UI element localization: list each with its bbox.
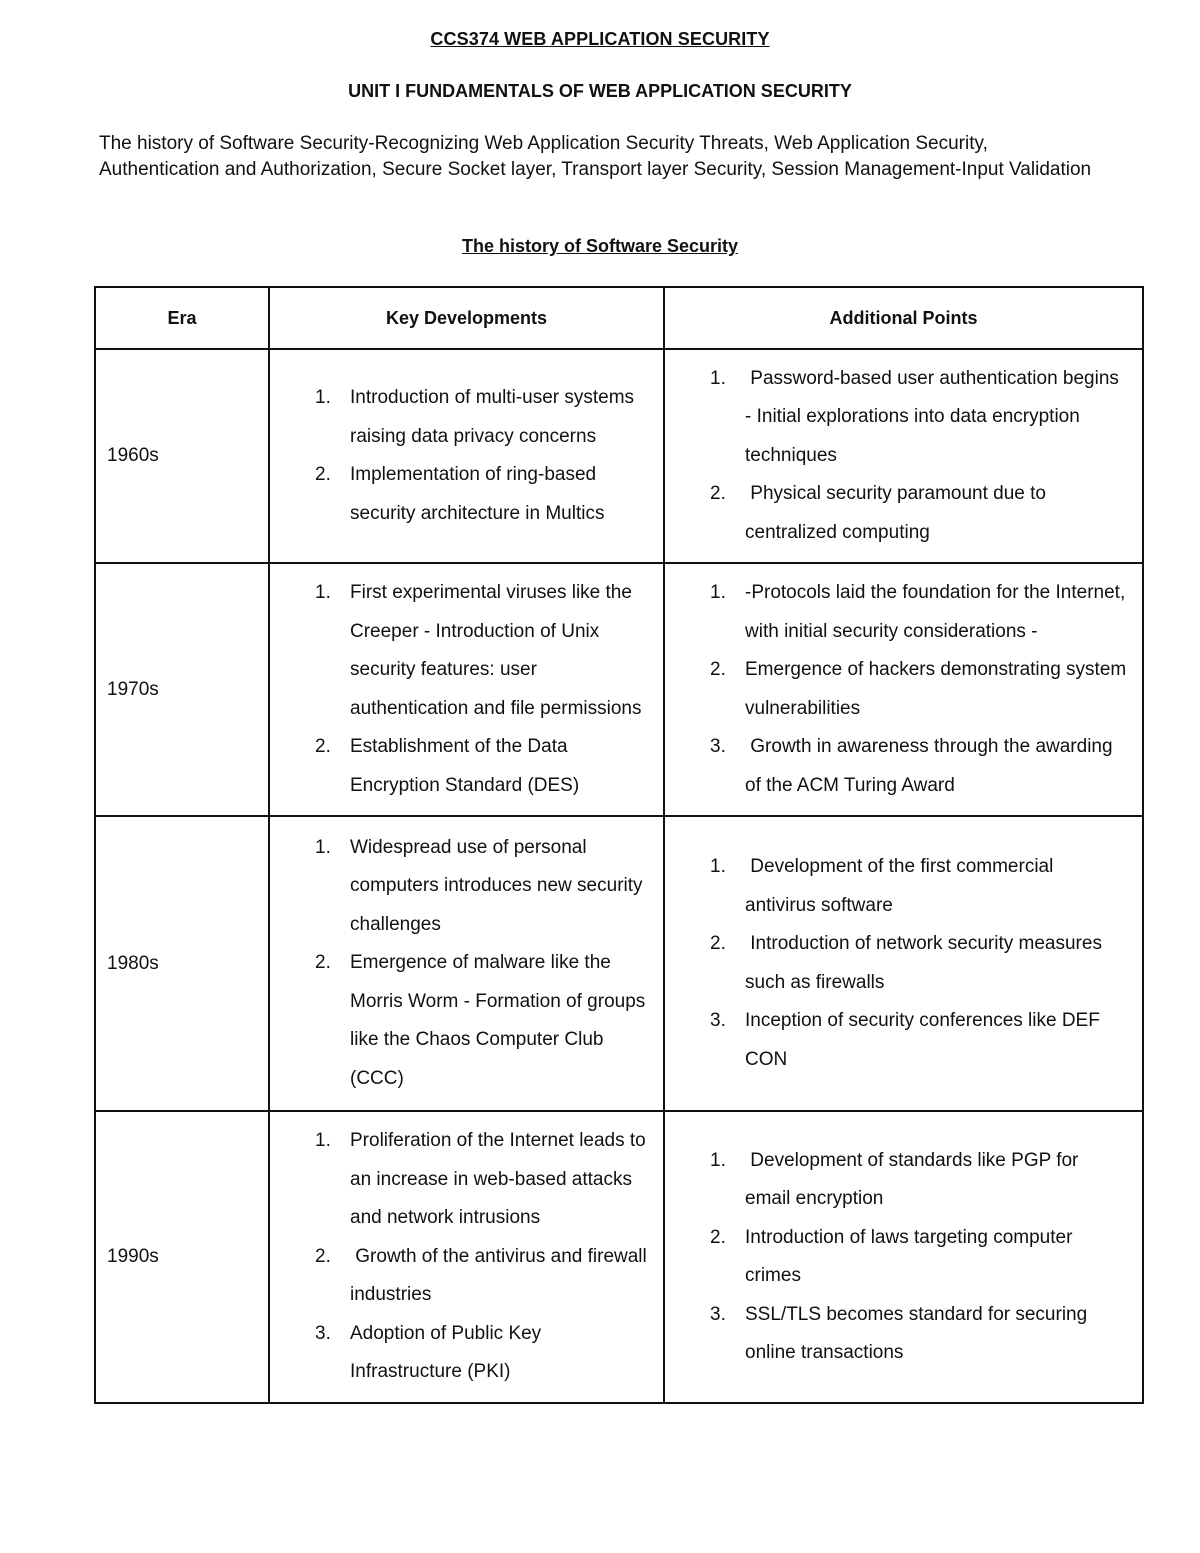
list-item [270, 1238, 663, 1315]
list-item-number: 1. [710, 582, 726, 603]
numbered-list [270, 829, 663, 1099]
list-item-number: 2. [315, 464, 331, 485]
list-item-number: 1. [315, 1130, 331, 1152]
list-item-number: 3. [710, 1010, 726, 1031]
table-row [95, 816, 1143, 1111]
list-item [665, 728, 1142, 805]
header-additional-points: Additional Points [664, 287, 1143, 349]
list-item-text: Development of standards like PGP for email encryption [745, 1149, 1084, 1209]
list-item-text: Proliferation of the Internet leads to an increase in web-based attacks and network intrusions [350, 1130, 652, 1229]
list-item [270, 829, 663, 945]
history-table [94, 286, 1144, 1404]
numbered-list [270, 379, 663, 533]
numbered-list [665, 574, 1142, 805]
list-item-number: 1. [315, 836, 331, 858]
table-row [95, 349, 1143, 563]
list-item [665, 475, 1142, 552]
list-item-text: Physical security paramount due to centralized computing [745, 483, 1052, 543]
list-item [665, 1296, 1142, 1373]
list-item [665, 925, 1142, 1002]
key-developments-cell [269, 1111, 664, 1403]
list-item [665, 651, 1142, 728]
list-item [665, 848, 1142, 925]
era-cell: 1980s [95, 816, 269, 1111]
list-item-text: Implementation of ring-based security architecture in Multics [350, 464, 605, 524]
list-item-text: Inception of security conferences like DEF CON [745, 1010, 1106, 1070]
list-item-number: 1. [710, 1149, 726, 1171]
list-item-text: Development of the first commercial antivirus software [745, 856, 1059, 916]
list-item-number: 2. [315, 1245, 331, 1267]
list-item-number: 1. [315, 387, 331, 408]
list-item-text: Introduction of network security measures such as firewalls [745, 933, 1108, 993]
numbered-list [270, 1122, 663, 1392]
header-key-developments: Key Developments [269, 287, 664, 349]
list-item-number: 1. [315, 582, 331, 603]
list-item-text: Password-based user authentication begins - Initial explorations into data encryption techniques [745, 367, 1125, 466]
unit-title: UNIT I FUNDAMENTALS OF WEB APPLICATION SECURITY [348, 81, 852, 101]
list-item-text: Introduction of multi-user systems raising data privacy concerns [350, 387, 640, 447]
list-item [665, 574, 1142, 651]
list-item-number: 2. [315, 952, 331, 974]
list-item-number: 2. [710, 659, 726, 680]
list-item [270, 456, 663, 533]
list-item-text: Establishment of the Data Encryption Standard (DES) [350, 736, 580, 796]
key-developments-cell [269, 563, 664, 816]
list-item-number: 1. [710, 367, 726, 389]
list-item [270, 1315, 663, 1392]
list-item [665, 1002, 1142, 1079]
additional-points-cell [664, 349, 1143, 563]
list-item-number: 3. [315, 1322, 331, 1344]
key-developments-cell [269, 816, 664, 1111]
list-item-number: 3. [710, 1303, 726, 1325]
additional-points-cell [664, 563, 1143, 816]
list-item-number: 1. [710, 856, 726, 877]
numbered-list [665, 360, 1142, 553]
list-item-text: Widespread use of personal computers introduces new security challenges [350, 836, 648, 935]
header-era: Era [95, 287, 269, 349]
numbered-list [270, 574, 663, 805]
list-item-text: First experimental viruses like the Creeper - Introduction of Unix security features: user authentication and file permissions [350, 582, 642, 719]
table-header-row [95, 287, 1143, 349]
list-item-number: 2. [315, 736, 331, 757]
list-item [665, 360, 1142, 476]
list-item-text: Emergence of hackers demonstrating system vulnerabilities [745, 659, 1132, 719]
list-item-text: Growth in awareness through the awarding of the ACM Turing Award [745, 736, 1118, 796]
table-row [95, 1111, 1143, 1403]
list-item [270, 379, 663, 456]
list-item-number: 2. [710, 483, 726, 505]
list-item [270, 574, 663, 728]
era-cell: 1990s [95, 1111, 269, 1403]
additional-points-cell [664, 1111, 1143, 1403]
list-item [270, 944, 663, 1098]
list-item [665, 1142, 1142, 1219]
list-item [665, 1219, 1142, 1296]
era-cell: 1970s [95, 563, 269, 816]
table-row [95, 563, 1143, 816]
list-item-text: Growth of the antivirus and firewall industries [350, 1245, 653, 1306]
list-item-text: -Protocols laid the foundation for the Internet, with initial security considerations - [745, 582, 1131, 642]
key-developments-cell [269, 349, 664, 563]
era-cell: 1960s [95, 349, 269, 563]
list-item-text: SSL/TLS becomes standard for securing online transactions [745, 1303, 1093, 1363]
syllabus-paragraph: The history of Software Security-Recognizing Web Application Security Threats, Web Application Security, Authentication and Authorization, Secure Socket layer, Transport layer Security, Session Management-Input Validation [99, 133, 1092, 180]
list-item-text: Introduction of laws targeting computer crimes [745, 1226, 1078, 1286]
list-item-number: 2. [710, 1226, 726, 1248]
list-item-number: 2. [710, 933, 726, 954]
list-item-number: 3. [710, 736, 726, 757]
list-item [270, 1122, 663, 1238]
numbered-list [665, 848, 1142, 1079]
numbered-list [665, 1142, 1142, 1373]
list-item [270, 728, 663, 805]
course-title: CCS374 WEB APPLICATION SECURITY [430, 29, 770, 49]
list-item-text: Adoption of Public Key Infrastructure (PKI) [350, 1322, 547, 1383]
list-item-text: Emergence of malware like the Morris Worm - Formation of groups like the Chaos Computer Club (CCC) [350, 952, 651, 1089]
section-title: The history of Software Security [461, 236, 739, 256]
additional-points-cell [664, 816, 1143, 1111]
